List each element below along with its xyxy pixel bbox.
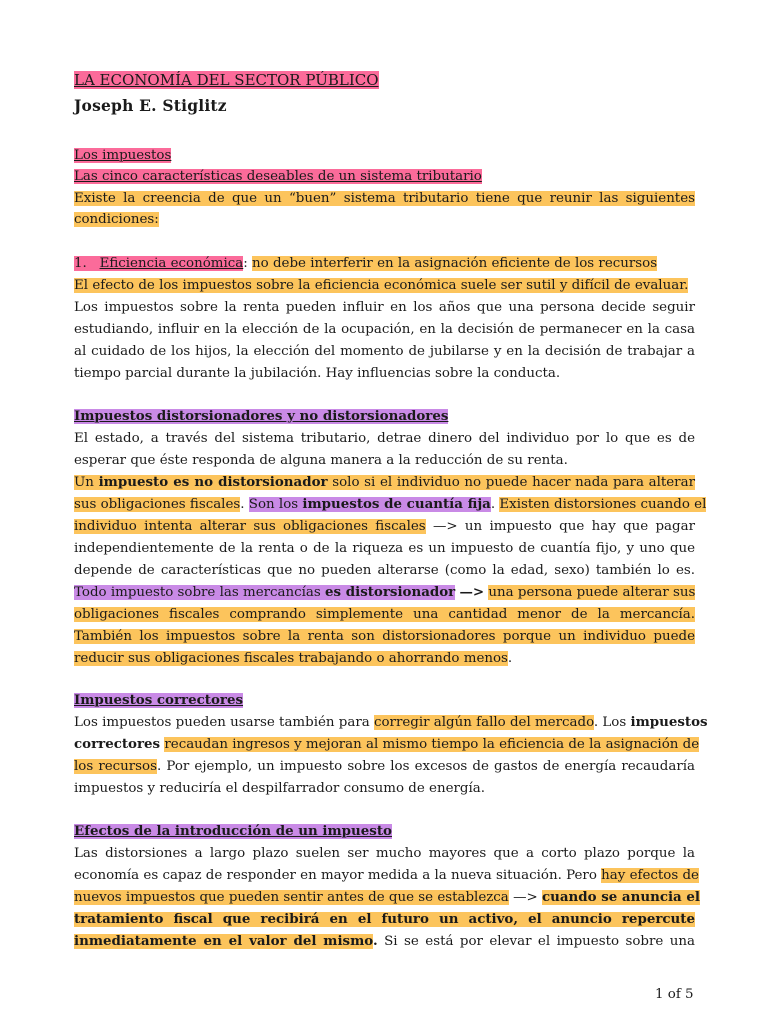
- paragraph-line: Todo impuesto sobre las mercancías es distorsionador —> una persona puede alterar sus: [74, 584, 696, 600]
- subheading: Las cinco características deseables de un sistema tributario: [74, 169, 482, 184]
- paragraph-line: Las distorsiones a largo plazo suelen ser mucho mayores que a corto plazo porque la: [74, 846, 695, 861]
- paragraph-line: También los impuestos sobre la renta son distorsionadores porque un individuo puede: [74, 629, 695, 644]
- paragraph-line: al cuidado de los hijos, la elección del momento de jubilarse y en la decisión de trabajar a: [74, 344, 695, 359]
- paragraph-line: nuevos impuestos que pueden sentir antes de que se establezca —> cuando se anuncia el: [74, 889, 700, 905]
- document-author: Joseph E. Stiglitz: [74, 96, 227, 115]
- paragraph-line: esperar que éste responda de alguna manera a la reducción de su renta.: [74, 453, 568, 468]
- paragraph-line: tiempo parcial durante la jubilación. Hay influencias sobre la conducta.: [74, 366, 561, 381]
- paragraph-line: correctores recaudan ingresos y mejoran al mismo tiempo la eficiencia de la asignación de: [74, 736, 700, 752]
- paragraph-line: El estado, a través del sistema tributario, detrae dinero del individuo por lo que es de: [74, 431, 695, 446]
- paragraph-line: depende de características que no pueden alterarse (como la edad, sexo) también lo es.: [74, 563, 695, 578]
- paragraph-line: Los impuestos pueden usarse también para corregir algún fallo del mercado. Los impuestos: [74, 714, 708, 730]
- document-title: LA ECONOMÍA DEL SECTOR PÚBLICO: [74, 71, 379, 89]
- section-heading-los-impuestos: Los impuestos: [74, 148, 172, 163]
- paragraph-line: Existe la creencia de que un “buen” sistema tributario tiene que reunir las siguientes: [74, 191, 695, 206]
- paragraph-line: sus obligaciones fiscales. Son los impuestos de cuantía fija. Existen distorsiones cuando el: [74, 496, 707, 512]
- paragraph-line: los recursos. Por ejemplo, un impuesto sobre los excesos de gastos de energía recaudaría: [74, 759, 695, 774]
- paragraph-line: obligaciones fiscales comprando simplemente una cantidad menor de la mercancía.: [74, 607, 695, 622]
- page-number: 1 of 5: [655, 987, 694, 1002]
- paragraph-line: individuo intenta alterar sus obligaciones fiscales —> un impuesto que hay que pagar: [74, 519, 695, 534]
- paragraph-line: reducir sus obligaciones fiscales trabajando o ahorrando menos.: [74, 651, 513, 666]
- paragraph-line: inmediatamente en el valor del mismo. Si se está por elevar el impuesto sobre una: [74, 933, 695, 949]
- paragraph-line: independientemente de la renta o de la riqueza es un impuesto de cuantía fijo, y uno que: [74, 541, 695, 556]
- section-heading-distorsionadores: Impuestos distorsionadores y no distorsionadores: [74, 408, 449, 424]
- paragraph-line: estudiando, influir en la elección de la ocupación, en la decisión de permanecer en la casa: [74, 322, 695, 337]
- paragraph-line: tratamiento fiscal que recibirá en el futuro un activo, el anuncio repercute: [74, 911, 695, 927]
- section-heading-efectos: Efectos de la introducción de un impuesto: [74, 823, 392, 839]
- paragraph-line: El efecto de los impuestos sobre la eficiencia económica suele ser sutil y difícil de evaluar.: [74, 278, 689, 293]
- paragraph-line: Los impuestos sobre la renta pueden influir en los años que una persona decide seguir: [74, 300, 695, 315]
- paragraph-line: Un impuesto es no distorsionador solo si el individuo no puede hacer nada para alterar: [74, 474, 695, 490]
- paragraph-line: condiciones:: [74, 212, 159, 227]
- section-heading-correctores: Impuestos correctores: [74, 692, 244, 708]
- list-item-eficiencia: 1. Eficiencia económica: no debe interferir en la asignación eficiente de los recursos: [74, 256, 658, 271]
- paragraph-line: impuestos y reduciría el despilfarrador consumo de energía.: [74, 781, 485, 796]
- paragraph-line: economía es capaz de responder en mayor medida a la nueva situación. Pero hay efectos de: [74, 868, 699, 883]
